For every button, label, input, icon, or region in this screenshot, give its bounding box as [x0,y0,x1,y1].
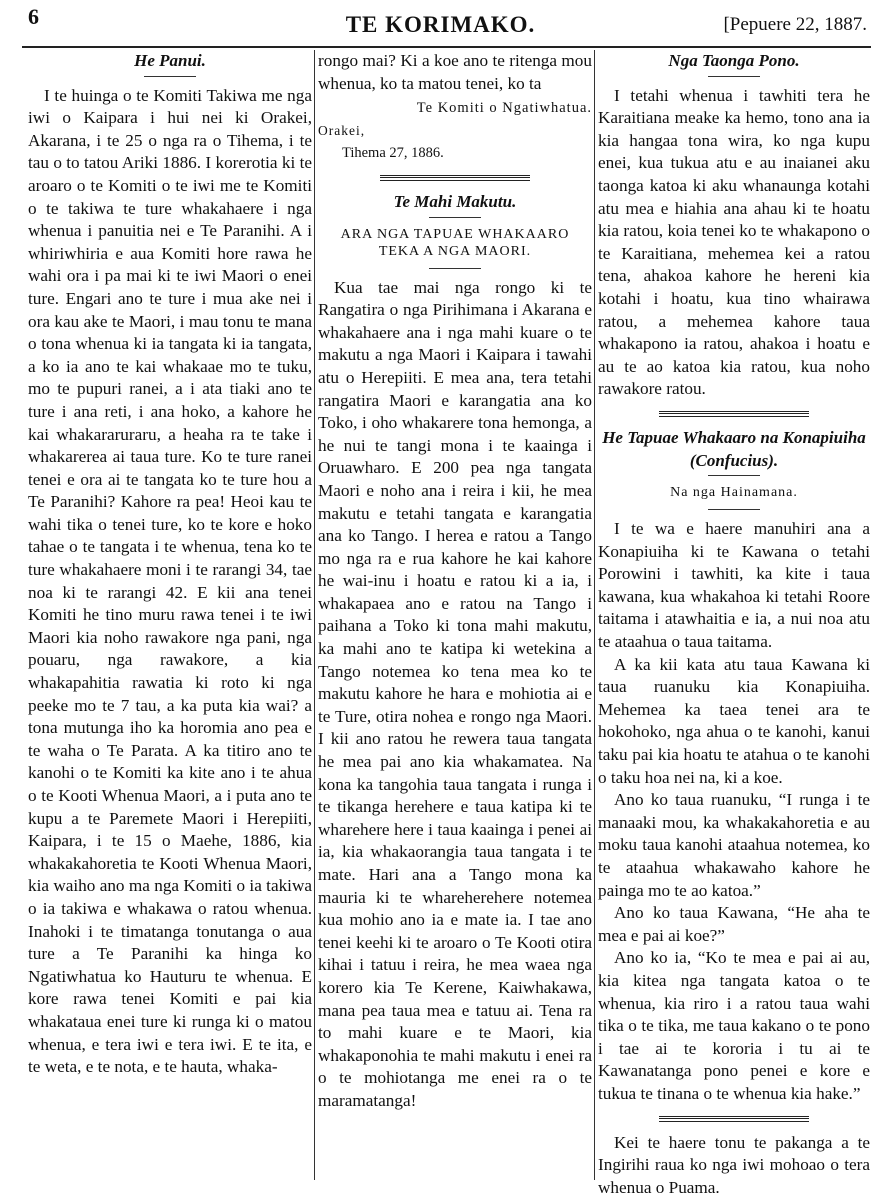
heading-rule [429,268,481,269]
header-rule [22,46,871,48]
heading-rule [144,76,196,77]
column-3 [598,50,870,1197]
article-paragraph: I te wa e haere manuhiri ana a Konapiuiha ki te Kawana o tetahi Porowini i tawhiti, ka kite i taua kawana, kua whakahoa ki tetahi Roore taitama i atawhaitia e ia, a nui noa atu te ataahua o taua taitama. [598,519,870,652]
column-rule [314,50,315,1180]
article-body: I te huinga o te Komiti Takiwa me nga iwi o Kaipara i hui nei ki Orakei, Akarana, i te 25 o nga ra o Tihema, i te tau o to tatou Ariki 1886. I korerotia ki te aroaro o te Komiti o te iwi me te Komiti o te takiwa te ture whakahaere i nga whenua i panuitia nei e Te Paranihi. A i whiriwhiria e aua Komiti hore rawa he wahi ora i pa mai ki te iwi Maori o enei ture. Engari ano te ture i mua ake nei i ora kau ake te Maori, i mau tonu te mana o tona whenua ki ia tangata ki ia tangata, a ko ia ano te kai whakaae mo te tuku, mo te pupuri ranei, a i ata tiaki ano te ture i ana reti, i ana hoko, a kahore he kai whakararuraru, a heaha ra te take i whakarerea ai taua ture. Ko te ture ranei tenei e ora ai te tangata ko te ture hou a Te Paranihi? Kahore ra pea! Heoi kau te wahi tika o tenei ture, ko te kore e hoko tahae o te tangata i te whenua, tena ko te ture whakahaere moni i te rarangi 34, tae noa ki te rarangi 42. E kii ana tenei Komiti he tino muru rawa tenei i te iwi Maori kia noho rawakore nga pani, nga pouaru, nga rawakore, a kia whakapahitia rawatia ki roto ki nga peeke mo te 7 tau, a ka puta kia wai? a tona mutunga iho ka horomia ano pea e te waha o Te Parata. A ka titiro ano te kanohi o te Komiti ka kite ano i te ahua o te Kooti Whenua Maori, a i puta ano te kupu a te Paremete Maori i Herepiiti, Kaipara, i te 15 o Maehe, 1886, kia whakakahoretia te Kooti Whenua Maori, kia waiho ano ma nga Komiti o ia takiwa o ia takiwa e whakawa o ratou whenua. Inahoki i te timatanga tonutanga o aua ture a Te Paranihi ka hinga ko Ngatiwhatua ko Hauturu te whenua. E kore rawa tenei Komiti e pai kia whakataua enei ture ki runga ki o matou whenua, e tera iwi e tera iwi. E te ita, e te weta, e te nota, e te hauta, whaka- [28,85,312,1077]
date-line: Tihema 27, 1886. [342,145,444,162]
article-body: I tetahi whenua i tawhiti tera he Karaitiana meake ka hemo, tono ana ia kia hangaa tona wira, ko nga kupu enei, kua tukua atu e au inaianei aku taonga katoa ki aku whanaunga kotahi atu mea e hiahia ana ahau ki te hoatu kia ratou, koia tenei ko te whakapono o te Karaitiana, mehemea kei a ratou tena, ahakoa kahore he hereni kia kotahi i hoatu, kua tino whairawa ratou, a mehemea kahore taua whakapono ia ratou, ahakoa i hoatu e au te ao katoa kia ratou, kua noho rawakore ratou. [598,85,870,399]
issue-date: [Pepuere 22, 1887. [723,14,867,35]
heading-rule [708,509,760,510]
page-number: 6 [28,4,39,29]
article-paragraph: Ano ko ia, “Ko te mea e pai ai au, kia kitea nga tangata katoa o te whenua, kia riro i a ratou taua wahi tika o te tika, me taua kakano o te pono i tae ai te kororia i tu ai te Kawanatanga pono penei e kore e tukua te tinana o te whenua kia hake.” [598,948,870,1103]
place-line: Orakei, [318,122,366,138]
article-subheading: ARA NGA TAPUAE WHAKAARO TEKA A NGA MAORI. [340,226,570,259]
column-1 [28,50,312,1180]
news-item: Kei te haere tonu te pakanga a te Ingirihi raua ko nga iwi mohoao o tera whenua o Puama. [598,1132,870,1197]
page-header [0,0,881,44]
column-rule [594,50,595,1180]
heading-rule [708,475,760,476]
section-divider [659,1116,809,1122]
continued-text: rongo mai? Ki a koe ano te ritenga mou whenua, ko ta matou tenei, ko ta [318,51,592,93]
article-body: Kua tae mai nga rongo ki te Rangatira o nga Pirihimana i Akarana e whakahaere ana i nga mahi kuare o te makutu a nga Maori i Kaipara i tawahi atu o Herepiiti. E mea ana, tera tetahi rangatira Maori e karangatia ana ko Toko, i oho whakarere tona hemonga, a he nui te tangi mona i te kaainga i Oruawharo. E 200 pea nga tangata Maori e noho ana i reira i kii, he mea makutu e tetahi tangata e karangatia ana ko Tango. I herea e ratou a Tango mo nga ra e rua kahore he kai kahore he wai-inu i hoatu e ratou ki a ia, i whakapaea ano e ratou na Tango i paihana a Toko ki tona mahi makutu, ka mahi ano te katipa ki wetekina a Tango notemea ko tena mea ko te makutu kahore he hara e mohiotia ai e te Ture, otira nohea e rongo nga Maori. I kii ano ratou he rewera taua tangata he mea pai ano kia whakamatea. Na kona ka tangohia taua tangata i runga i te tikanga herehere e taua katipa ki te wharehere here i taua kaainga i penei ai ia, kia whakaorangia taua tangata i te mate. Hari ana a Tango mona ka mauria ki te whareherehere notemea kua mohio ano ia e mate ia. I tae ano tenei keehi ki te aroaro o Te Kooti otira kihai i tatuu i reira, he mea waea nga korero kia Te Kerene, Kaiwhakawa, mana pea taua mea e tatuu ai. Tena ra to mahi kuare e te Maori, kia whakaponohia te mahi makutu i enei ra o te mohiotanga me enei ra o te maramatanga! [318,277,592,1110]
newspaper-title: TE KORIMAKO. [345,12,536,37]
article-heading: He Panui. [134,51,206,70]
article-paragraph: Ano ko taua Kawana, “He aha te mea e pai ai koe?” [598,903,870,945]
article-heading: He Tapuae Whakaaro na Konapiuiha (Confucius). [602,427,866,470]
section-divider [659,411,809,417]
signature: Te Komiti o Ngatiwhatua. [416,100,592,117]
heading-rule [429,217,481,218]
section-divider [380,175,530,181]
article-paragraph: A ka kii kata atu taua Kawana ki taua ruanuku kia Konapiuiha. Mehemea ka taea tenei ara te hokohoko, nga ahua o te kanohi, kanui taku pai kia hoatu te atahua o te kanohi o taku hoa nei na, ki a koe. [598,654,870,787]
article-subheading: Na nga Hainamana. [670,485,798,501]
article-heading: Te Mahi Makutu. [393,191,517,211]
article-heading: Nga Taonga Pono. [668,51,800,70]
article-paragraph: Ano ko taua ruanuku, “I runga i te manaaki mou, ka whakakahoretia e au moku taua kanohi ataahua notemea, ko te ataahua whakawaho kahore he painga mo te ao katoa.” [598,790,870,900]
heading-rule [708,76,760,77]
column-2 [318,50,592,1180]
